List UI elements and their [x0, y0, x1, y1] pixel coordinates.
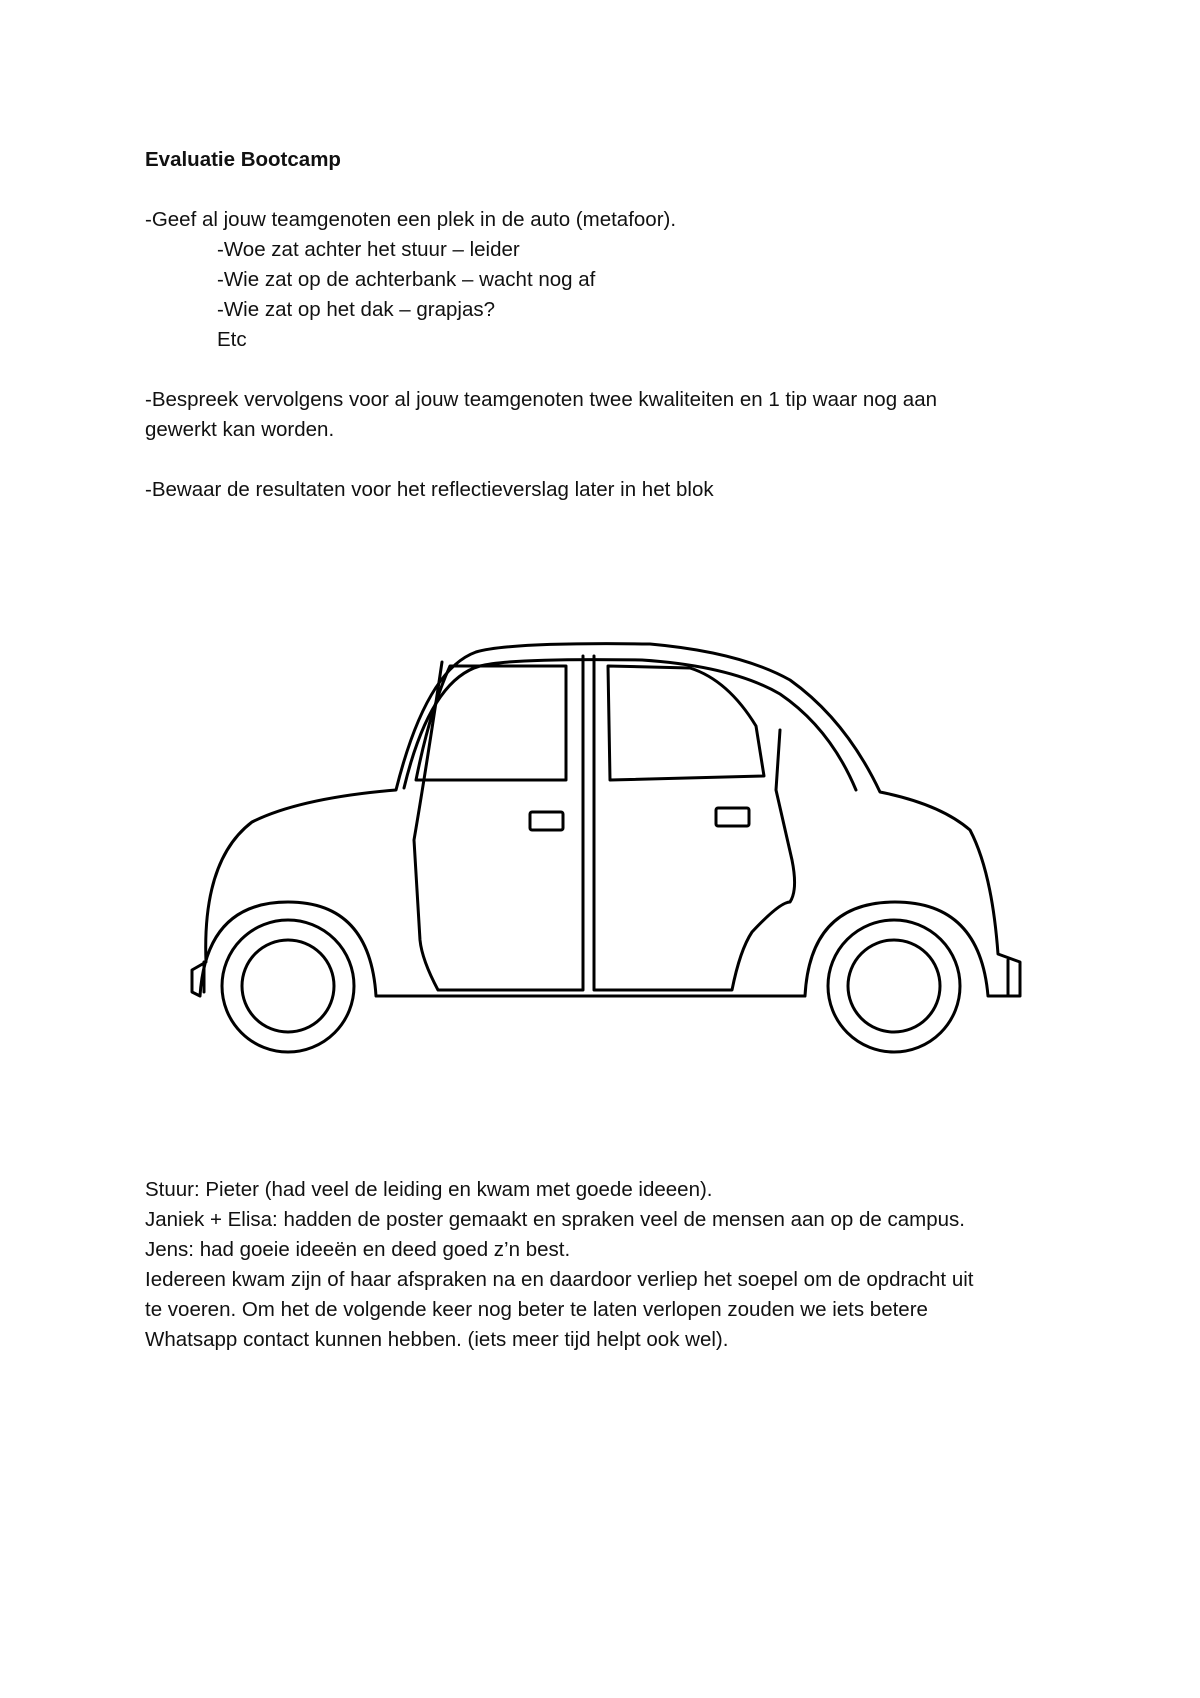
- car-front-door: [414, 656, 583, 990]
- rear-hubcap: [242, 940, 334, 1032]
- instruction-item: -Wie zat op het dak – grapjas?: [217, 298, 496, 321]
- answer-line: Janiek + Elisa: hadden de poster gemaakt en spraken veel de mensen aan op de campus.: [145, 1208, 965, 1231]
- car-icon: [180, 640, 1040, 1080]
- answer-line: Iedereen kwam zijn of haar afspraken na en daardoor verliep het soepel om de opdracht uit: [145, 1268, 974, 1291]
- instruction-discuss: -Bespreek vervolgens voor al jouw teamgenoten twee kwaliteiten en 1 tip waar nog aan: [145, 388, 937, 411]
- answer-line: Stuur: Pieter (had veel de leiding en kwam met goede ideeen).: [145, 1178, 713, 1201]
- rear-door-handle: [716, 808, 749, 826]
- instruction-item: Etc: [217, 328, 247, 351]
- answer-line: te voeren. Om het de volgende keer nog beter te laten verlopen zouden we iets betere: [145, 1298, 928, 1321]
- car-rear-door: [594, 656, 795, 990]
- instruction-item: -Wie zat op de achterbank – wacht nog af: [217, 268, 596, 291]
- instruction-item: -Woe zat achter het stuur – leider: [217, 238, 520, 261]
- answer-line: Jens: had goeie ideeën en deed goed z’n best.: [145, 1238, 571, 1261]
- instruction-intro: -Geef al jouw teamgenoten een plek in de auto (metafoor).: [145, 208, 677, 231]
- front-hubcap: [848, 940, 940, 1032]
- front-door-handle: [530, 812, 563, 830]
- instruction-discuss-cont: gewerkt kan worden.: [145, 418, 335, 441]
- answer-line: Whatsapp contact kunnen hebben. (iets meer tijd helpt ook wel).: [145, 1328, 729, 1351]
- car-rear-window: [608, 666, 764, 780]
- car-body: [192, 644, 1020, 996]
- car-outline-illustration: [180, 640, 1040, 1080]
- document-title: Evaluatie Bootcamp: [145, 148, 341, 171]
- instruction-save: -Bewaar de resultaten voor het reflectieverslag later in het blok: [145, 478, 714, 501]
